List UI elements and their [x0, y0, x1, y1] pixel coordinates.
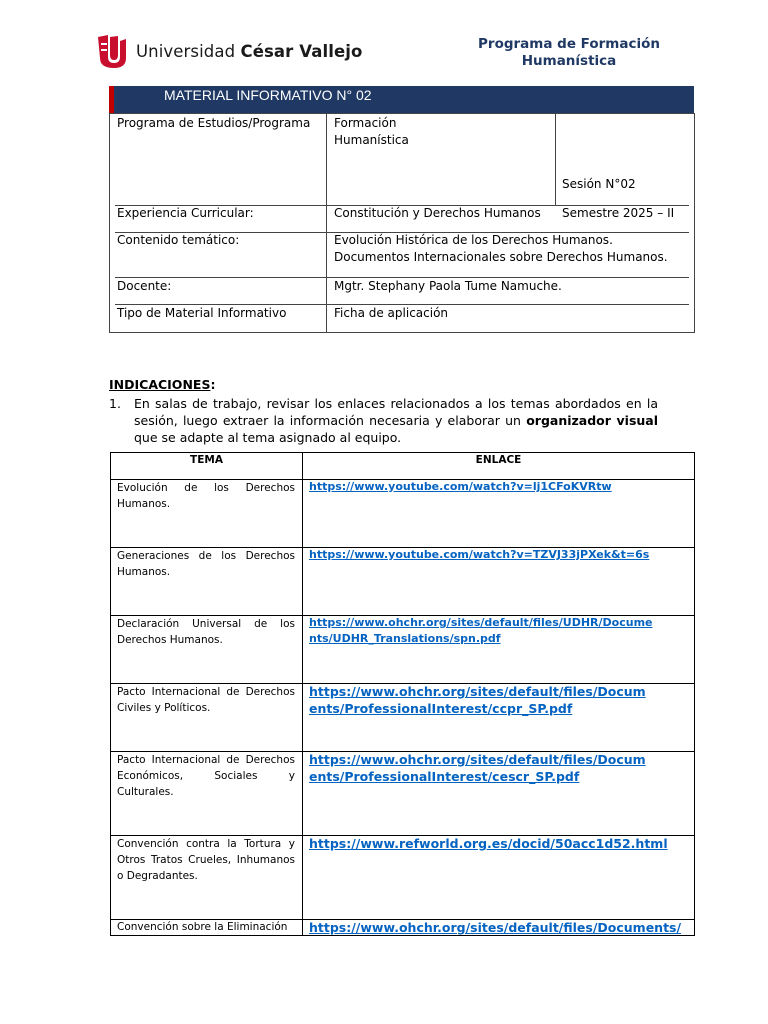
experience-label: Experiencia Curricular:: [117, 206, 254, 220]
table-row-tema: Pacto Internacional de Derechos Civiles y Políticos.: [117, 686, 295, 714]
session-number: Sesión N°02: [562, 177, 636, 191]
table-row-tema: Convención contra la Tortura y Otros Tratos Crueles, Inhumanos o Degradantes.: [117, 838, 295, 882]
table-row-tema: Pacto Internacional de Derechos Económicos, Sociales y Culturales.: [117, 754, 295, 798]
table-row-link[interactable]: https://www.refworld.org.es/docid/50acc1d52.html: [309, 836, 668, 851]
table-row-link[interactable]: https://www.ohchr.org/sites/default/files/Documents/ProfessionalInterest/ccpr_SP.pdf: [309, 684, 646, 716]
ucv-logo-icon: [96, 33, 128, 69]
table-row-link[interactable]: https://www.ohchr.org/sites/default/files/Documents/: [309, 920, 682, 935]
program-title: [464, 36, 674, 70]
indication-text: En salas de trabajo, revisar los enlaces relacionados a los temas abordados en la sesión, luego extraer la información necesaria y elaborar un organizador visual que se adapte al tema asignado al equipo.: [134, 396, 659, 445]
program-title-line2: Humanística: [521, 53, 617, 69]
column-header-enlace: ENLACE: [475, 454, 522, 466]
material-header: [114, 86, 694, 113]
table-row-link[interactable]: https://www.ohchr.org/sites/default/files/UDHR/Documents/UDHR_Translations/spn.pdf: [309, 616, 653, 645]
program-title-line1: Programa de Formación: [478, 36, 660, 52]
content-value: Evolución Histórica de los Derechos Humanos. Documentos Internacionales sobre Derechos Humanos.: [334, 233, 668, 264]
content-label: Contenido temático:: [117, 233, 240, 247]
indications-heading: INDICACIONES:: [109, 377, 216, 392]
table-row-link[interactable]: https://www.ohchr.org/sites/default/files/Documents/ProfessionalInterest/cescr_SP.pdf: [309, 752, 646, 784]
indication-number: 1.: [109, 396, 121, 411]
semester: Semestre 2025 – II: [562, 206, 675, 220]
links-table: [110, 452, 695, 936]
table-row-link[interactable]: https://www.youtube.com/watch?v=TZVJ33jPXek&t=6s: [309, 548, 650, 561]
course-info-table: [109, 113, 695, 333]
table-row-tema: Evolución de los Derechos Humanos.: [117, 482, 295, 510]
table-row-tema: Convención sobre la Eliminación: [117, 921, 288, 933]
teacher-value: Mgtr. Stephany Paola Tume Namuche.: [334, 279, 562, 293]
program-value-line1: Formación: [334, 116, 397, 130]
material-type-label: Tipo de Material Informativo: [117, 306, 287, 320]
teacher-label: Docente:: [117, 279, 172, 293]
university-name: Universidad César Vallejo: [136, 41, 363, 61]
material-type-value: Ficha de aplicación: [334, 306, 449, 320]
program-label: Programa de Estudios/Programa: [117, 116, 311, 130]
column-header-tema: TEMA: [190, 454, 223, 466]
material-title: MATERIAL INFORMATIVO N° 02: [164, 87, 372, 103]
experience-value: Constitución y Derechos Humanos: [334, 206, 541, 220]
program-value-line2: Humanística: [334, 133, 409, 147]
university-logo: [96, 33, 362, 69]
table-row-link[interactable]: https://www.youtube.com/watch?v=lj1CFoKVRtw: [309, 480, 612, 493]
table-row-tema: Declaración Universal de los Derechos Humanos.: [117, 618, 295, 646]
table-row-tema: Generaciones de los Derechos Humanos.: [117, 550, 295, 578]
